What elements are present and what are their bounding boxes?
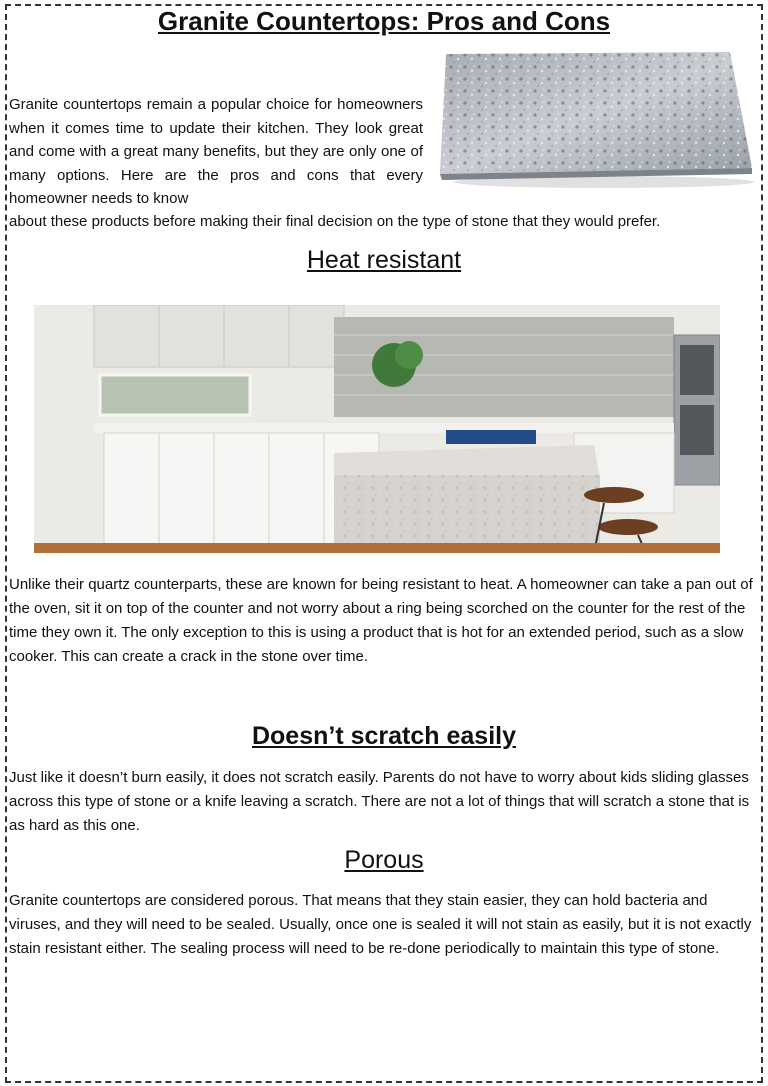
intro-paragraph-last-line: about these products before making their final decision on the type of stone that they would prefer. bbox=[9, 213, 661, 230]
heading-porous: Porous bbox=[344, 846, 424, 874]
heading-heat-resistant: Heat resistant bbox=[306, 246, 462, 274]
heading-scratch-resistant: Doesn’t scratch easily bbox=[251, 722, 516, 750]
granite-slab-image bbox=[434, 52, 758, 188]
heat-resistant-paragraph: Unlike their quartz counterparts, these are known for being resistant to heat. A homeowner can take a pan out of the oven, sit it on top of the counter and not worry about a ring being scorched on the counter for the rest of the time they own it. The only exception to this is using a product that is hot for an extended period, such as a slow cooker. This can create a crack in the stone over time. bbox=[9, 576, 753, 665]
intro-paragraph: Granite countertops remain a popular choice for homeowners when it comes time to update their kitchen. They look great and come with a great many benefits, but they are only one of many options. Here are the pros and cons that every homeowner needs to know bbox=[9, 96, 423, 207]
page-title: Granite Countertops: Pros and Cons bbox=[157, 6, 611, 36]
porous-paragraph: Granite countertops are considered porous. That means that they stain easier, they can hold bacteria and viruses, and they will need to be sealed. Usually, once one is sealed it will not stain as easily, but it is not exactly stain resistant either. The sealing process will need to be re-done periodically to maintain this type of stone. bbox=[9, 892, 752, 957]
kitchen-photo bbox=[34, 305, 720, 553]
scratch-paragraph: Just like it doesn’t burn easily, it does not scratch easily. Parents do not have to worry about kids sliding glasses across this type of stone or a knife leaving a scratch. There are not a lot of things that will scratch a stone that is as hard as this one. bbox=[9, 769, 750, 834]
